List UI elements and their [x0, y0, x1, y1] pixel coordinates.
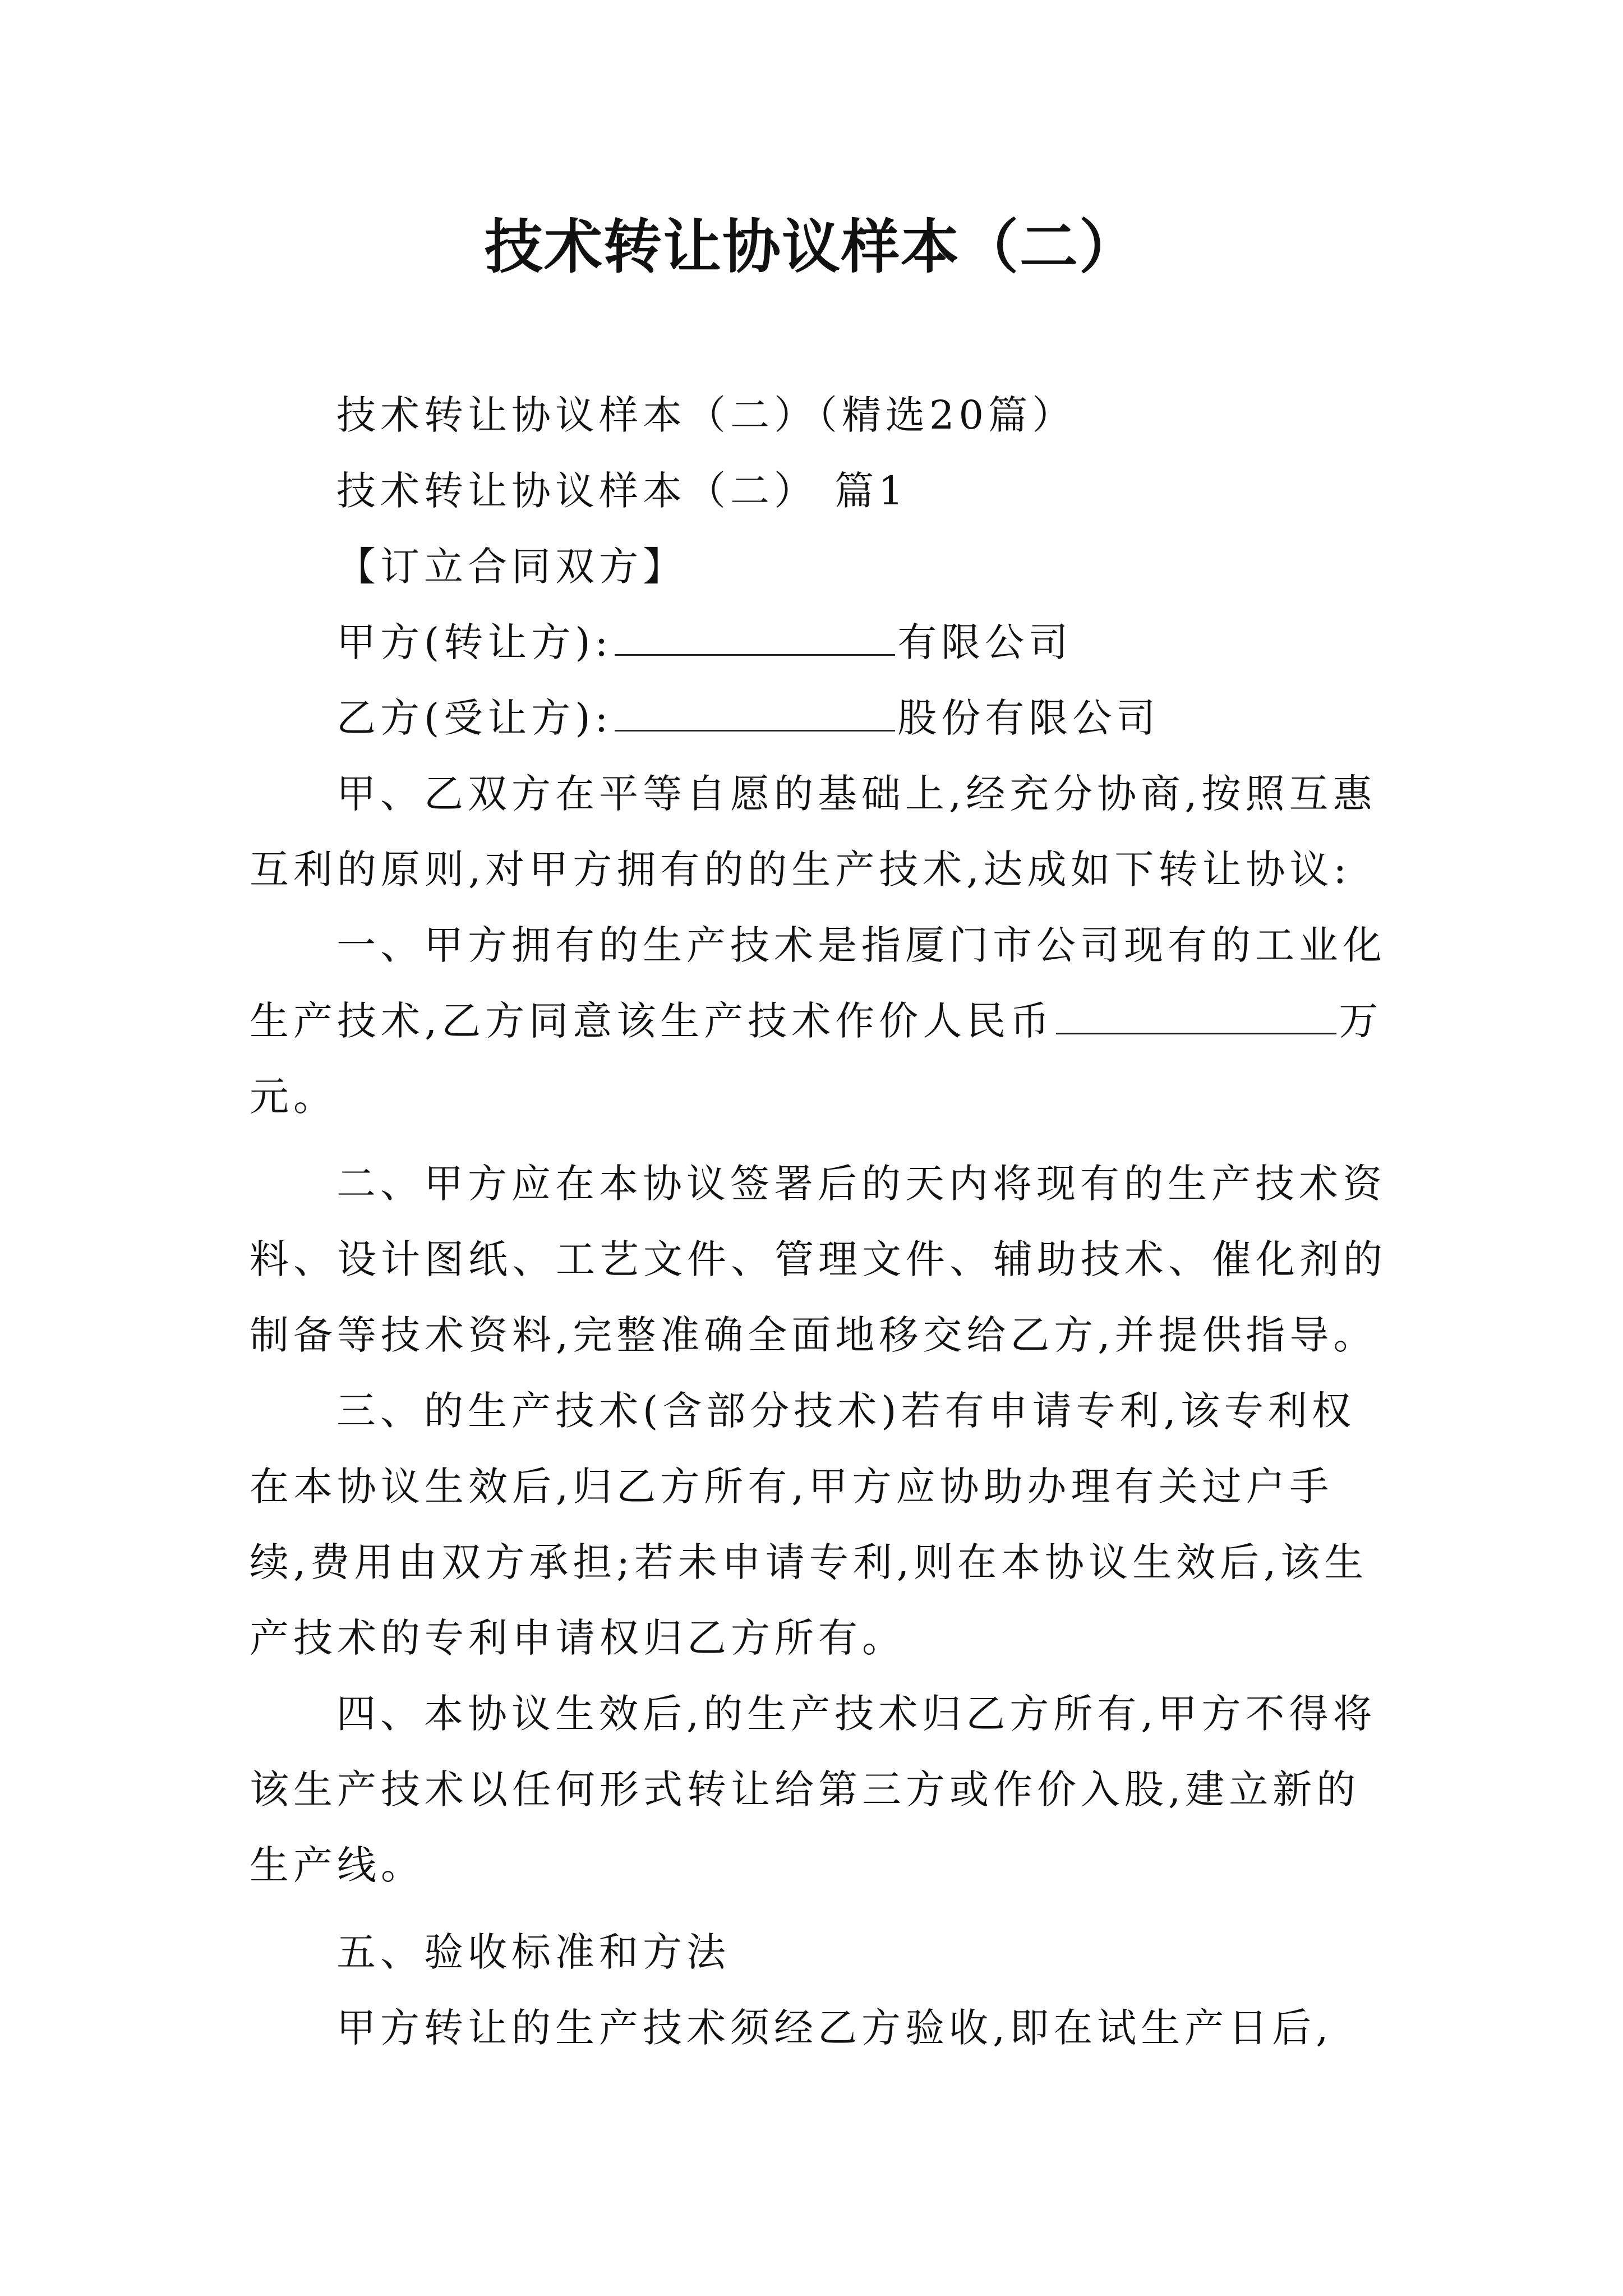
clause-1-price-unit: 万	[1339, 998, 1383, 1044]
party-a-line	[336, 614, 1072, 670]
intro-paragraph-line: 甲、乙双方在平等自愿的基础上,经充分协商,按照互惠	[336, 771, 1377, 817]
clause-5-heading: 五、验收标准和方法	[336, 1929, 730, 1975]
clause-1-line: 一、甲方拥有的生产技术是指厦门市公司现有的工业化	[336, 922, 1386, 968]
clause-3-line: 三、的生产技术(含部分技术)若有申请专利,该专利权	[336, 1388, 1355, 1434]
section-heading: 技术转让协议样本（二） 篇1	[336, 468, 908, 514]
clause-1-price-line	[250, 993, 1382, 1049]
party-b-label: 乙方(受让方):	[336, 695, 613, 741]
price-amount-blank[interactable]	[1056, 993, 1336, 1034]
parties-heading: 【订立合同双方】	[336, 544, 686, 590]
clause-2-line: 制备等技术资料,完整准确全面地移交给乙方,并提供指导。	[250, 1312, 1377, 1358]
clause-4-line: 生产线。	[250, 1842, 425, 1888]
clause-3-line: 在本协议生效后,归乙方所有,甲方应协助办理有关过户手	[250, 1464, 1334, 1510]
document-subtitle: 技术转让协议样本（二）（精选20篇）	[336, 392, 1076, 438]
intro-paragraph-line: 互利的原则,对甲方拥有的的生产技术,达成如下转让协议:	[250, 846, 1352, 892]
clause-5-line: 甲方转让的生产技术须经乙方验收,即在试生产日后,	[336, 2005, 1333, 2051]
party-b-name-blank[interactable]	[615, 691, 895, 731]
clause-3-line: 续,费用由双方承担;若未申请专利,则在本协议生效后,该生	[250, 1539, 1368, 1585]
document-title: 技术转让协议样本（二）	[484, 212, 1138, 281]
party-a-name-blank[interactable]	[615, 615, 895, 656]
clause-2-line: 二、甲方应在本协议签署后的天内将现有的生产技术资	[336, 1161, 1386, 1207]
clause-1-line: 元。	[250, 1074, 337, 1120]
party-a-label: 甲方(转让方):	[336, 619, 613, 665]
party-b-line	[336, 690, 1160, 746]
clause-3-line: 产技术的专利申请权归乙方所有。	[250, 1615, 906, 1661]
clause-2-line: 料、设计图纸、工艺文件、管理文件、辅助技术、催化剂的	[250, 1236, 1387, 1282]
party-b-suffix: 股份有限公司	[897, 695, 1160, 741]
clause-1-price-label: 生产技术,乙方同意该生产技术作价人民币	[250, 998, 1054, 1044]
party-a-suffix: 有限公司	[897, 619, 1073, 665]
clause-4-line: 该生产技术以任何形式转让给第三方或作价入股,建立新的	[250, 1766, 1361, 1812]
clause-4-line: 四、本协议生效后,的生产技术归乙方所有,甲方不得将	[336, 1691, 1377, 1737]
